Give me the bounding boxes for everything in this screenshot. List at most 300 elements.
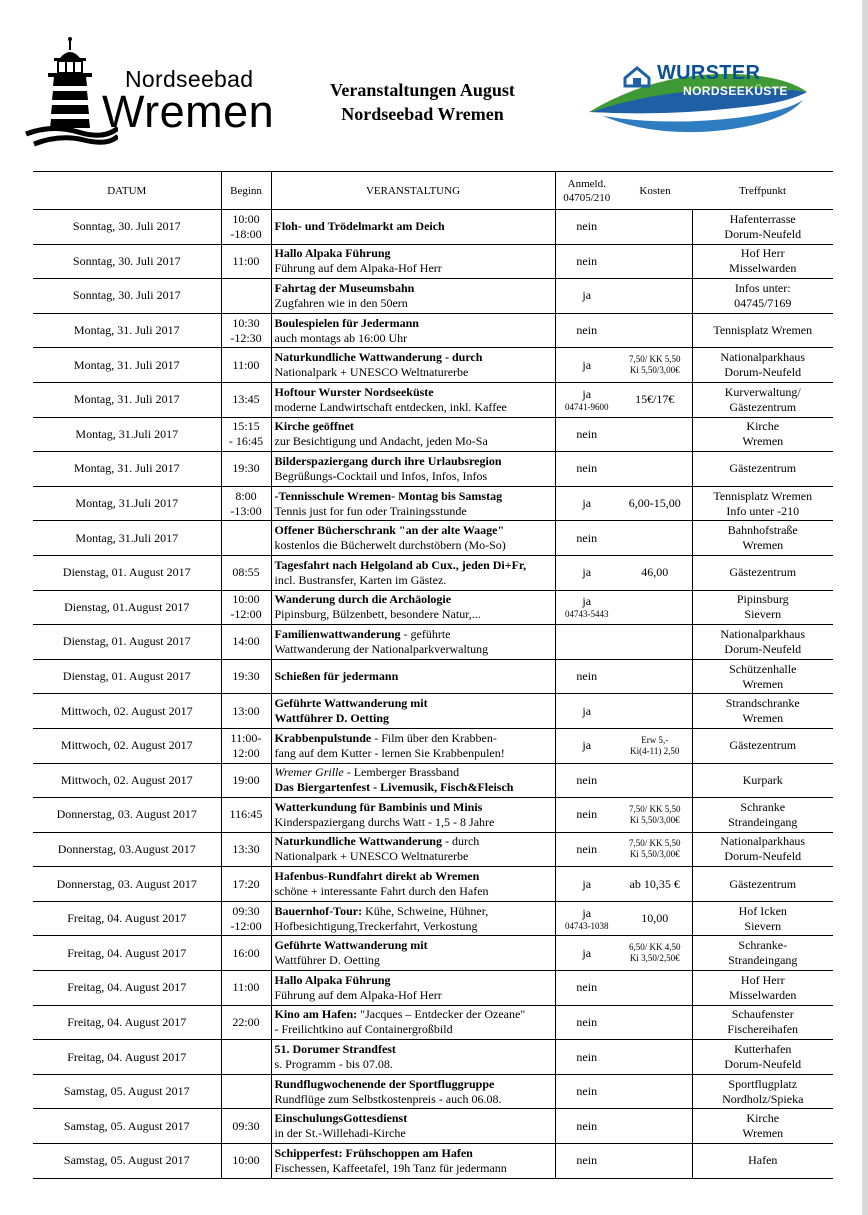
event-registration	[555, 659, 618, 694]
event-description	[271, 936, 555, 971]
event-description	[271, 210, 555, 245]
event-cost	[618, 867, 692, 902]
event-detail: Führung auf dem Alpaka-Hof Herr	[274, 261, 442, 276]
event-title	[275, 938, 553, 953]
event-registration-value: nein	[576, 669, 598, 684]
event-title-main: Watterkundung für Bambinis und Minis	[274, 799, 483, 814]
event-date: Dienstag, 01. August 2017	[33, 555, 221, 590]
event-meeting-point-1: Tennisplatz Wremen	[713, 488, 813, 503]
event-time-start: 15:15	[232, 419, 260, 434]
event-registration-phone: 04741-9600	[565, 401, 609, 412]
event-title	[275, 350, 553, 365]
event-cost	[618, 279, 692, 314]
event-meeting-point-2: Misselwarden	[729, 987, 797, 1002]
event-registration	[555, 832, 618, 867]
event-time-start: 09:30	[232, 1118, 260, 1133]
event-time-start: 11:00	[232, 357, 260, 372]
event-meeting-point	[692, 244, 833, 279]
event-time	[221, 1109, 271, 1144]
event-cost-value-2: Ki 5,50/3,00€	[629, 849, 680, 860]
event-detail: s. Programm - bis 07.08.	[274, 1057, 393, 1072]
event-time	[221, 867, 271, 902]
event-cost	[618, 832, 692, 867]
event-meeting-point	[692, 1144, 833, 1179]
event-time-start: 13:45	[232, 392, 260, 407]
event-description	[271, 901, 555, 936]
event-description	[271, 590, 555, 625]
table-row	[33, 694, 833, 729]
event-meeting-point	[692, 486, 833, 521]
table-row	[33, 901, 833, 936]
logo-right-bottom-text: NORDSEEKÜSTE	[683, 84, 788, 98]
event-description	[271, 625, 555, 660]
event-time	[221, 382, 271, 417]
event-title-main: Schießen für jedermann	[274, 669, 399, 684]
event-cost-value: 15€/17€	[635, 392, 675, 407]
event-time	[221, 590, 271, 625]
event-description	[271, 763, 555, 798]
event-time	[221, 971, 271, 1006]
table-row	[33, 244, 833, 279]
event-time	[221, 694, 271, 729]
event-registration	[555, 1144, 618, 1179]
event-registration	[555, 936, 618, 971]
table-row	[33, 936, 833, 971]
event-meeting-point-2: Nordholz/Spieka	[722, 1091, 804, 1106]
event-title	[275, 419, 553, 434]
event-date: Montag, 31.Juli 2017	[33, 417, 221, 452]
event-meeting-point	[692, 417, 833, 452]
event-registration	[555, 382, 618, 417]
event-registration-value: ja	[582, 945, 592, 960]
event-registration-value: ja	[582, 386, 592, 401]
event-title-main: Familienwattwanderung	[274, 626, 401, 641]
event-title-main: Bilderspaziergang durch ihre Urlaubsregion	[274, 453, 502, 468]
event-registration-value: nein	[576, 323, 598, 338]
event-registration-value: ja	[582, 738, 592, 753]
event-title-main: Wremer Grille	[274, 765, 344, 780]
event-meeting-point	[692, 521, 833, 556]
event-meeting-point-1: Hof Icken	[738, 903, 787, 918]
event-description	[271, 971, 555, 1006]
event-meeting-point	[692, 555, 833, 590]
event-meeting-point-2: Wremen	[742, 538, 784, 553]
col-header-registration-1: Anmeld.	[567, 177, 606, 190]
event-title	[275, 627, 553, 642]
event-description	[271, 694, 555, 729]
event-cost	[618, 936, 692, 971]
event-date: Dienstag, 01. August 2017	[33, 625, 221, 660]
event-meeting-point-2: Info unter -210	[726, 503, 800, 518]
event-cost-value: 6,00-15,00	[628, 496, 681, 511]
event-time	[221, 1005, 271, 1040]
event-time-end: -12:30	[230, 330, 262, 345]
event-cost	[618, 382, 692, 417]
event-title	[275, 246, 553, 261]
event-meeting-point-1: Gästezentrum	[729, 876, 797, 891]
event-time	[221, 417, 271, 452]
event-registration	[555, 486, 618, 521]
event-time-end: -12:00	[230, 607, 262, 622]
event-title	[275, 731, 553, 746]
document-header	[0, 0, 860, 170]
event-date: Montag, 31. Juli 2017	[33, 348, 221, 383]
event-registration	[555, 901, 618, 936]
event-description	[271, 486, 555, 521]
col-header-cost: Kosten	[618, 172, 692, 210]
event-meeting-point-1: Gästezentrum	[729, 738, 797, 753]
table-row	[33, 382, 833, 417]
event-title-rest: - durch	[441, 834, 480, 849]
event-detail: incl. Bustransfer, Karten im Gästez.	[274, 572, 447, 587]
event-meeting-point	[692, 1074, 833, 1109]
col-header-meeting-point: Treffpunkt	[692, 172, 833, 210]
event-title	[275, 669, 553, 684]
event-time-start: 11:00	[232, 253, 260, 268]
event-description	[271, 244, 555, 279]
event-time-start: 08:55	[232, 565, 260, 580]
event-time-start: 8:00	[235, 488, 257, 503]
event-detail: Rundflüge zum Selbstkostenpreis - auch 06.08.	[274, 1091, 502, 1106]
event-detail: zur Besichtigung und Andacht, jeden Mo-Sa	[274, 434, 488, 449]
event-detail: schöne + interessante Fahrt durch den Hafen	[274, 884, 489, 899]
event-registration-value: ja	[582, 357, 592, 372]
event-meeting-point-2: Dorum-Neufeld	[724, 365, 802, 380]
event-registration	[555, 244, 618, 279]
event-meeting-point	[692, 901, 833, 936]
event-title	[275, 523, 553, 538]
event-cost	[618, 1005, 692, 1040]
title-line-2: Nordseebad Wremen	[341, 104, 504, 124]
event-date: Freitag, 04. August 2017	[33, 936, 221, 971]
event-meeting-point	[692, 728, 833, 763]
event-title-main: Naturkundliche Wattwanderung	[274, 834, 442, 849]
event-description	[271, 867, 555, 902]
event-registration-value: nein	[576, 807, 598, 822]
event-time	[221, 1074, 271, 1109]
event-title-main: Offener Bücherschrank "an der alte Waage"	[274, 523, 505, 538]
event-registration	[555, 590, 618, 625]
table-row	[33, 625, 833, 660]
event-time	[221, 452, 271, 487]
event-meeting-point-2: 04745/7169	[734, 295, 792, 310]
event-time-start: 116:45	[229, 807, 263, 822]
logo-left-small-text: Nordseebad	[125, 66, 254, 92]
event-registration	[555, 210, 618, 245]
table-row	[33, 486, 833, 521]
event-date: Freitag, 04. August 2017	[33, 971, 221, 1006]
event-meeting-point-2: Dorum-Neufeld	[724, 226, 802, 241]
event-meeting-point-2: Wremen	[742, 711, 784, 726]
wurster-logo	[585, 52, 815, 142]
event-registration-value: nein	[576, 253, 598, 268]
event-description	[271, 798, 555, 833]
event-time	[221, 901, 271, 936]
event-title	[275, 281, 553, 296]
event-cost-value: ab 10,35 €	[629, 876, 680, 891]
event-detail: Führung auf dem Alpaka-Hof Herr	[274, 987, 442, 1002]
event-time-start: 11:00-	[230, 730, 262, 745]
event-title-main: Hallo Alpaka Führung	[274, 246, 391, 261]
table-row	[33, 590, 833, 625]
event-meeting-point	[692, 625, 833, 660]
event-registration-value: nein	[576, 426, 598, 441]
event-cost	[618, 1074, 692, 1109]
event-date: Mittwoch, 02. August 2017	[33, 763, 221, 798]
event-time	[221, 279, 271, 314]
event-title-rest: - Film über den Krabben-	[371, 730, 497, 745]
event-meeting-point	[692, 1109, 833, 1144]
event-registration-value: nein	[576, 530, 598, 545]
event-title-main: Boulespielen für Jedermann	[274, 315, 419, 330]
event-time	[221, 521, 271, 556]
event-meeting-point	[692, 659, 833, 694]
event-date: Donnerstag, 03. August 2017	[33, 798, 221, 833]
event-cost	[618, 486, 692, 521]
event-description	[271, 417, 555, 452]
event-time-start: 11:00	[232, 980, 260, 995]
col-header-registration-2: 04705/210	[563, 191, 611, 204]
event-meeting-point	[692, 382, 833, 417]
event-meeting-point-1: Sportflugplatz	[728, 1076, 798, 1091]
event-title	[275, 592, 553, 607]
event-date: Montag, 31. Juli 2017	[33, 313, 221, 348]
event-title-main: Hoftour Wurster Nordseeküste	[274, 384, 434, 399]
event-meeting-point-1: Bahnhofstraße	[727, 523, 798, 538]
event-description	[271, 832, 555, 867]
event-meeting-point	[692, 279, 833, 314]
event-registration-value: nein	[576, 1084, 598, 1099]
event-meeting-point-1: Schranke	[740, 799, 786, 814]
table-row	[33, 279, 833, 314]
event-time-start: 13:30	[232, 841, 260, 856]
event-title-main: -Tennisschule Wremen- Montag bis Samstag	[274, 488, 503, 503]
event-time-end: 12:00	[232, 745, 260, 760]
event-registration-value: ja	[582, 594, 592, 609]
table-row	[33, 659, 833, 694]
event-time	[221, 798, 271, 833]
event-meeting-point	[692, 971, 833, 1006]
event-meeting-point	[692, 452, 833, 487]
event-time	[221, 1144, 271, 1179]
event-registration-value: ja	[582, 876, 592, 891]
event-registration-value: ja	[582, 905, 592, 920]
table-row	[33, 1144, 833, 1179]
event-detail: auch montags ab 16:00 Uhr	[274, 330, 408, 345]
event-meeting-point-1: Gästezentrum	[729, 461, 797, 476]
event-detail: Wattführer D. Oetting	[274, 711, 390, 726]
event-date: Mittwoch, 02. August 2017	[33, 694, 221, 729]
event-cost-value-2: Ki 5,50/3,00€	[629, 365, 680, 376]
col-header-registration	[555, 172, 618, 210]
event-registration	[555, 798, 618, 833]
event-title-rest: - Lemberger Brassband	[343, 765, 460, 780]
event-title-main: Naturkundliche Wattwanderung - durch	[274, 350, 483, 365]
event-date: Montag, 31.Juli 2017	[33, 521, 221, 556]
event-date: Sonntag, 30. Juli 2017	[33, 279, 221, 314]
table-row	[33, 348, 833, 383]
table-row	[33, 313, 833, 348]
event-registration-value: nein	[576, 219, 598, 234]
event-time-start: 17:20	[232, 876, 260, 891]
table-row	[33, 1040, 833, 1075]
event-description	[271, 452, 555, 487]
event-registration	[555, 971, 618, 1006]
event-registration	[555, 728, 618, 763]
event-title-rest: "Jacques – Entdecker der Ozeane"	[357, 1007, 526, 1022]
event-registration-phone: 04743-5443	[565, 609, 609, 620]
event-meeting-point-1: Pipinsburg	[736, 592, 789, 607]
event-title-main: Fahrtag der Museumsbahn	[274, 280, 415, 295]
event-meeting-point	[692, 694, 833, 729]
event-meeting-point	[692, 313, 833, 348]
event-date: Mittwoch, 02. August 2017	[33, 728, 221, 763]
event-title	[275, 219, 553, 234]
event-description	[271, 728, 555, 763]
event-registration	[555, 452, 618, 487]
event-cost	[618, 1144, 692, 1179]
event-title	[275, 1007, 553, 1022]
event-description	[271, 313, 555, 348]
event-detail: Kinderspaziergang durchs Watt - 1,5 - 8 Jahre	[274, 814, 495, 829]
event-title	[275, 834, 553, 849]
event-meeting-point-1: Schützenhalle	[729, 661, 797, 676]
event-description	[271, 348, 555, 383]
event-registration-value: nein	[576, 461, 598, 476]
event-date: Sonntag, 30. Juli 2017	[33, 244, 221, 279]
logo-left-big-text: Wremen	[102, 86, 275, 137]
event-title-main: Krabbenpulstunde	[274, 730, 372, 745]
event-date: Freitag, 04. August 2017	[33, 1040, 221, 1075]
event-title-main: Geführte Wattwanderung mit	[274, 938, 428, 953]
event-detail: moderne Landwirtschaft entdecken, inkl. Kaffee	[274, 399, 507, 414]
table-row	[33, 210, 833, 245]
event-description	[271, 382, 555, 417]
event-meeting-point-1: Kurpark	[742, 772, 783, 787]
event-meeting-point-1: Nationalparkhaus	[720, 350, 806, 365]
event-time-start: 10:00	[232, 1153, 260, 1168]
event-title	[275, 385, 553, 400]
event-time	[221, 486, 271, 521]
event-description	[271, 521, 555, 556]
event-title	[275, 558, 553, 573]
event-detail: - Freilichtkino auf Containergroßbild	[274, 1022, 453, 1037]
event-cost	[618, 728, 692, 763]
event-time-end: -12:00	[230, 918, 262, 933]
event-date: Dienstag, 01. August 2017	[33, 659, 221, 694]
event-registration	[555, 555, 618, 590]
event-detail: Nationalpark + UNESCO Weltnaturerbe	[274, 849, 469, 864]
event-title-rest: - geführte	[400, 626, 451, 641]
event-title-main: Floh- und Trödelmarkt am Deich	[274, 219, 445, 234]
table-row	[33, 832, 833, 867]
event-time-start: 10:00	[232, 211, 260, 226]
logo-right-top-text: WURSTER	[657, 62, 761, 84]
event-registration	[555, 1040, 618, 1075]
event-registration-phone: 04743-1038	[565, 920, 609, 931]
event-detail: Tennis just for fun oder Trainingsstunde	[274, 503, 467, 518]
event-detail: Das Biergartenfest - Livemusik, Fisch&Fleisch	[274, 780, 514, 795]
page-edge	[862, 0, 868, 1215]
event-cost	[618, 244, 692, 279]
event-registration	[555, 1005, 618, 1040]
event-time	[221, 763, 271, 798]
event-registration-value: ja	[582, 703, 592, 718]
event-title-main: Kino am Hafen:	[274, 1007, 358, 1022]
event-detail: Pipinsburg, Bülzenbett, besondere Natur,...	[274, 607, 481, 622]
event-detail: Wattführer D. Oetting	[274, 953, 380, 968]
col-header-event: VERANSTALTUNG	[271, 172, 555, 210]
event-time-start: 19:00	[232, 772, 260, 787]
event-registration	[555, 1109, 618, 1144]
event-cost-value-2: Ki 3,50/2,50€	[629, 953, 680, 964]
event-time	[221, 936, 271, 971]
event-meeting-point-1: Hafen	[748, 1153, 778, 1168]
event-meeting-point-2: Sievern	[744, 607, 782, 622]
event-meeting-point-1: Schranke-	[738, 938, 788, 953]
event-time	[221, 659, 271, 694]
event-date: Samstag, 05. August 2017	[33, 1144, 221, 1179]
event-cost-value: 7,50/ KK 5,50	[629, 354, 681, 365]
event-title-rest: Kühe, Schweine, Hühner,	[362, 903, 489, 918]
event-meeting-point-1: Hafenterrasse	[729, 211, 796, 226]
event-cost	[618, 313, 692, 348]
event-detail: Zugfahren wie in den 50ern	[274, 295, 408, 310]
event-time	[221, 555, 271, 590]
event-detail: Fischessen, Kaffeetafel, 19h Tanz für jedermann	[274, 1160, 507, 1175]
event-cost-value: Erw 5,-	[641, 734, 669, 745]
event-meeting-point-1: Kirche	[746, 1111, 780, 1126]
event-time-start: 19:30	[232, 461, 260, 476]
event-title	[275, 973, 553, 988]
event-meeting-point	[692, 867, 833, 902]
event-meeting-point-1: Schaufenster	[731, 1007, 794, 1022]
event-time-start: 10:30	[232, 315, 260, 330]
event-title	[275, 800, 553, 815]
event-meeting-point-1: Nationalparkhaus	[720, 834, 806, 849]
event-cost-value-2: Ki 5,50/3,00€	[629, 814, 680, 825]
event-meeting-point-1: Hof Herr	[740, 246, 785, 261]
event-title	[275, 1111, 553, 1126]
event-time-start: 14:00	[232, 634, 260, 649]
event-registration	[555, 348, 618, 383]
event-meeting-point-1: Strandschranke	[725, 696, 800, 711]
event-title	[275, 904, 553, 919]
event-cost	[618, 1040, 692, 1075]
event-cost	[618, 417, 692, 452]
table-row	[33, 1005, 833, 1040]
event-cost	[618, 521, 692, 556]
col-header-time: Beginn	[221, 172, 271, 210]
table-row	[33, 798, 833, 833]
event-cost	[618, 348, 692, 383]
event-title	[275, 765, 553, 780]
table-row	[33, 763, 833, 798]
event-time	[221, 210, 271, 245]
table-row	[33, 1074, 833, 1109]
event-description	[271, 1040, 555, 1075]
event-meeting-point	[692, 348, 833, 383]
event-title-main: EinschulungsGottesdienst	[274, 1111, 408, 1126]
event-registration-value: ja	[582, 565, 592, 580]
event-time	[221, 244, 271, 279]
event-registration-value: nein	[576, 1118, 598, 1133]
event-time-start: 09:30	[232, 903, 260, 918]
event-detail: fang auf dem Kutter - lernen Sie Krabbenpulen!	[274, 745, 505, 760]
event-title-main: 51. Dorumer Strandfest	[274, 1042, 396, 1057]
event-date: Montag, 31.Juli 2017	[33, 486, 221, 521]
event-date: Samstag, 05. August 2017	[33, 1074, 221, 1109]
